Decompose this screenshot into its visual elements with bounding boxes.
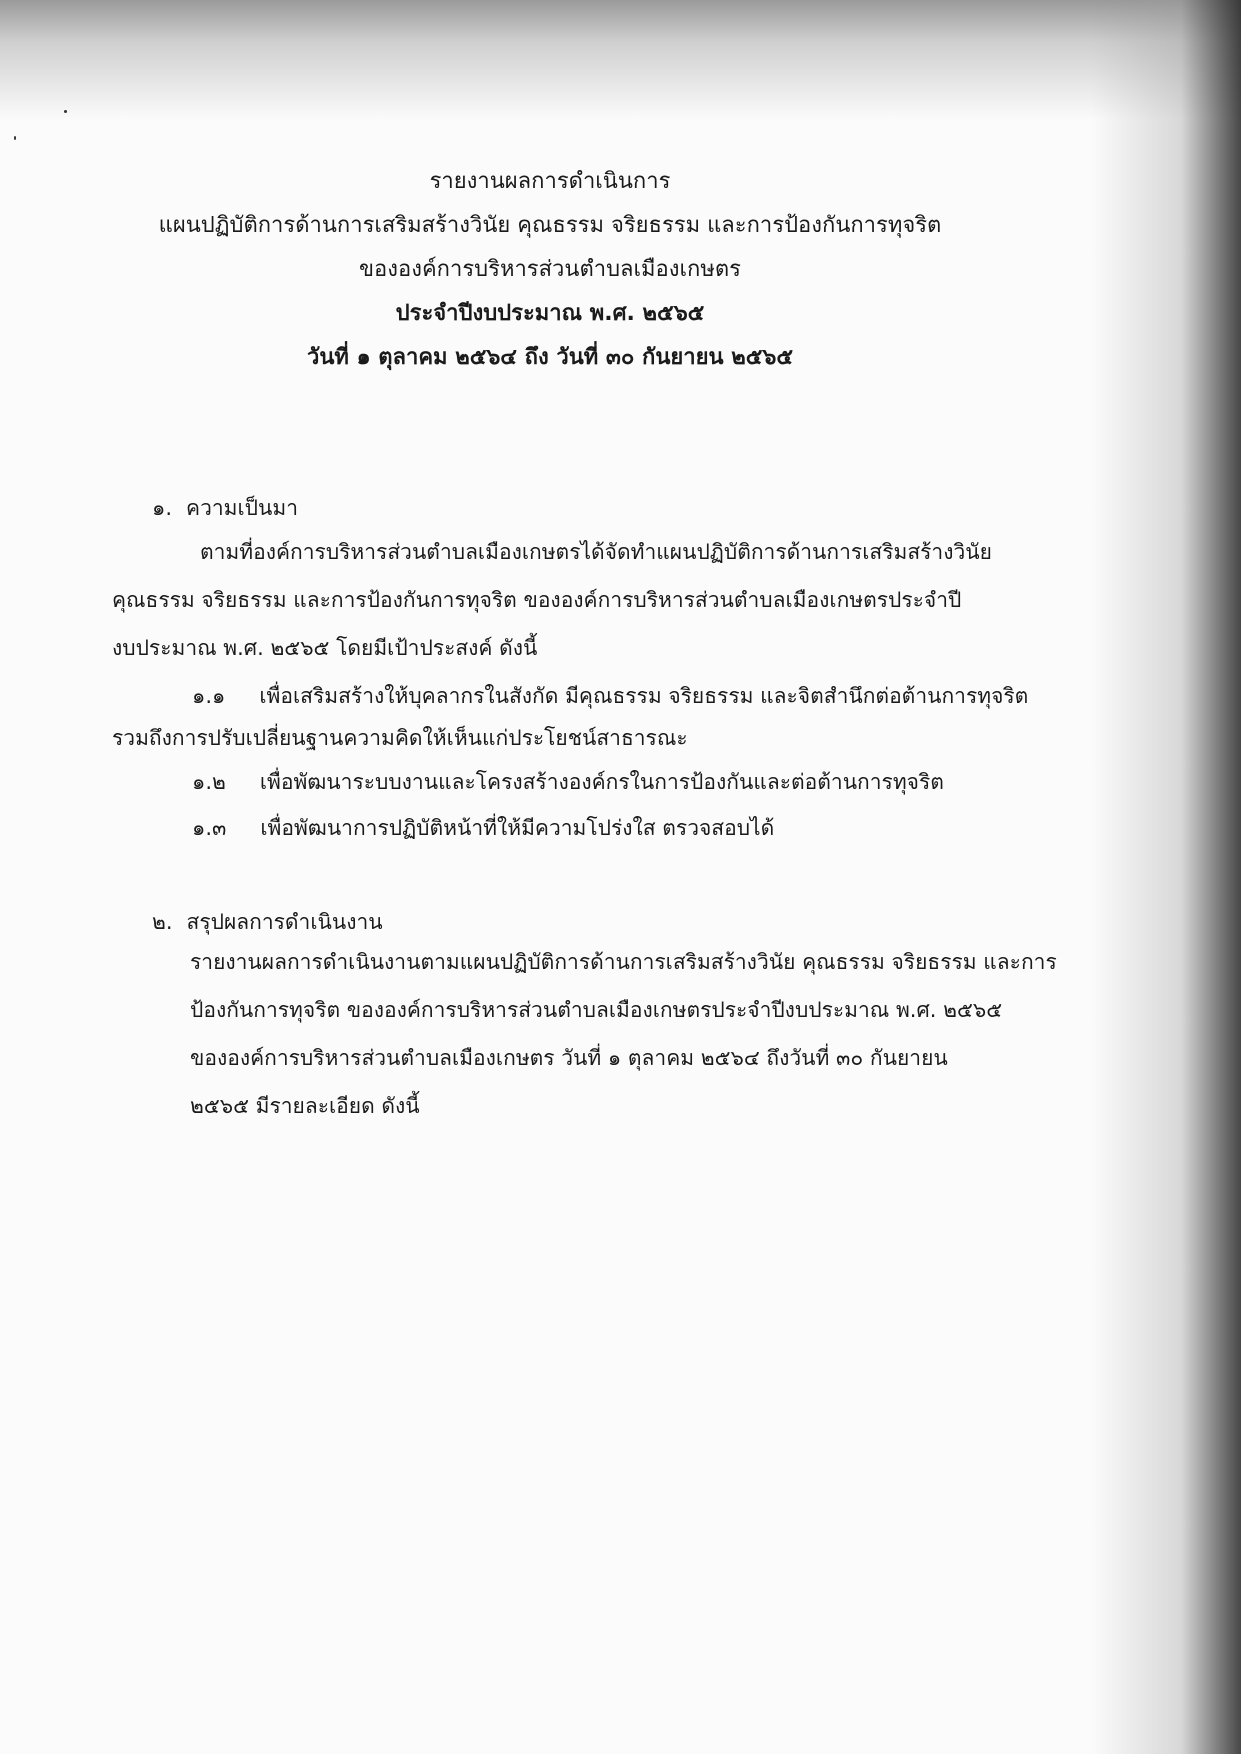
section-1-number: ๑. [152, 496, 173, 520]
scan-shadow-right [1091, 0, 1241, 1754]
section-2-paragraph-line: ๒๕๖๕ มีรายละเอียด ดังนี้ [190, 1094, 420, 1118]
list-item-text: เพื่อพัฒนาระบบงานและโครงสร้างองค์กรในการป้องกันและต่อต้านการทุจริต [259, 770, 944, 794]
report-organization: ขององค์การบริหารส่วนตำบลเมืองเกษตร [359, 257, 741, 282]
report-title: รายงานผลการดำเนินการ [429, 169, 671, 194]
scan-shadow-top [0, 0, 1241, 120]
section-1-paragraph-line: งบประมาณ พ.ศ. ๒๕๖๕ โดยมีเป้าประสงค์ ดังนี้ [112, 636, 538, 660]
section-2-paragraph-line: ขององค์การบริหารส่วนตำบลเมืองเกษตร วันที่ ๑ ตุลาคม ๒๕๖๔ ถึงวันที่ ๓๐ กันยายน [190, 1046, 948, 1070]
section-2-heading [152, 907, 383, 937]
list-item-text: เพื่อเสริมสร้างให้บุคลากรในสังกัด มีคุณธรรม จริยธรรม และจิตสำนึกต่อต้านการทุจริต [259, 684, 1029, 708]
section-2-paragraph-line: ป้องกันการทุจริต ขององค์การบริหารส่วนตำบลเมืองเกษตรประจำปีงบประมาณ พ.ศ. ๒๕๖๕ [190, 998, 1003, 1022]
section-1-paragraph-line: คุณธรรม จริยธรรม และการป้องกันการทุจริต ขององค์การบริหารส่วนตำบลเมืองเกษตรประจำปี [112, 588, 962, 612]
section-1-title: ความเป็นมา [186, 496, 298, 520]
list-item-1-3 [192, 813, 774, 843]
list-item-number: ๑.๑ [192, 684, 226, 708]
report-plan-name: แผนปฏิบัติการด้านการเสริมสร้างวินัย คุณธรรม จริยธรรม และการป้องกันการทุจริต [158, 213, 942, 238]
section-2-number: ๒. [152, 910, 173, 934]
list-item-number: ๑.๒ [192, 770, 226, 794]
list-item-1-2 [192, 767, 944, 797]
report-title-block [0, 160, 1100, 380]
report-date-range: วันที่ ๑ ตุลาคม ๒๕๖๔ ถึง วันที่ ๓๐ กันยายน ๒๕๖๕ [307, 345, 793, 370]
scan-speck [64, 110, 67, 113]
report-fiscal-year: ประจำปีงบประมาณ พ.ศ. ๒๕๖๕ [395, 301, 705, 326]
list-item-number: ๑.๓ [192, 816, 227, 840]
section-2-title: สรุปผลการดำเนินงาน [186, 910, 383, 934]
section-1-paragraph-line: ตามที่องค์การบริหารส่วนตำบลเมืองเกษตรได้จัดทำแผนปฏิบัติการด้านการเสริมสร้างวินัย [200, 540, 992, 564]
section-2-paragraph-line: รายงานผลการดำเนินงานตามแผนปฏิบัติการด้านการเสริมสร้างวินัย คุณธรรม จริยธรรม และการ [190, 950, 1057, 974]
list-item-text: เพื่อพัฒนาการปฏิบัติหน้าที่ให้มีความโปร่งใส ตรวจสอบได้ [260, 816, 775, 840]
list-item-1-1-continuation: รวมถึงการปรับเปลี่ยนฐานความคิดให้เห็นแก่ประโยชน์สาธารณะ [112, 726, 688, 750]
scan-speck [14, 136, 16, 140]
section-1-heading [152, 493, 298, 523]
list-item-1-1 [192, 681, 1028, 711]
